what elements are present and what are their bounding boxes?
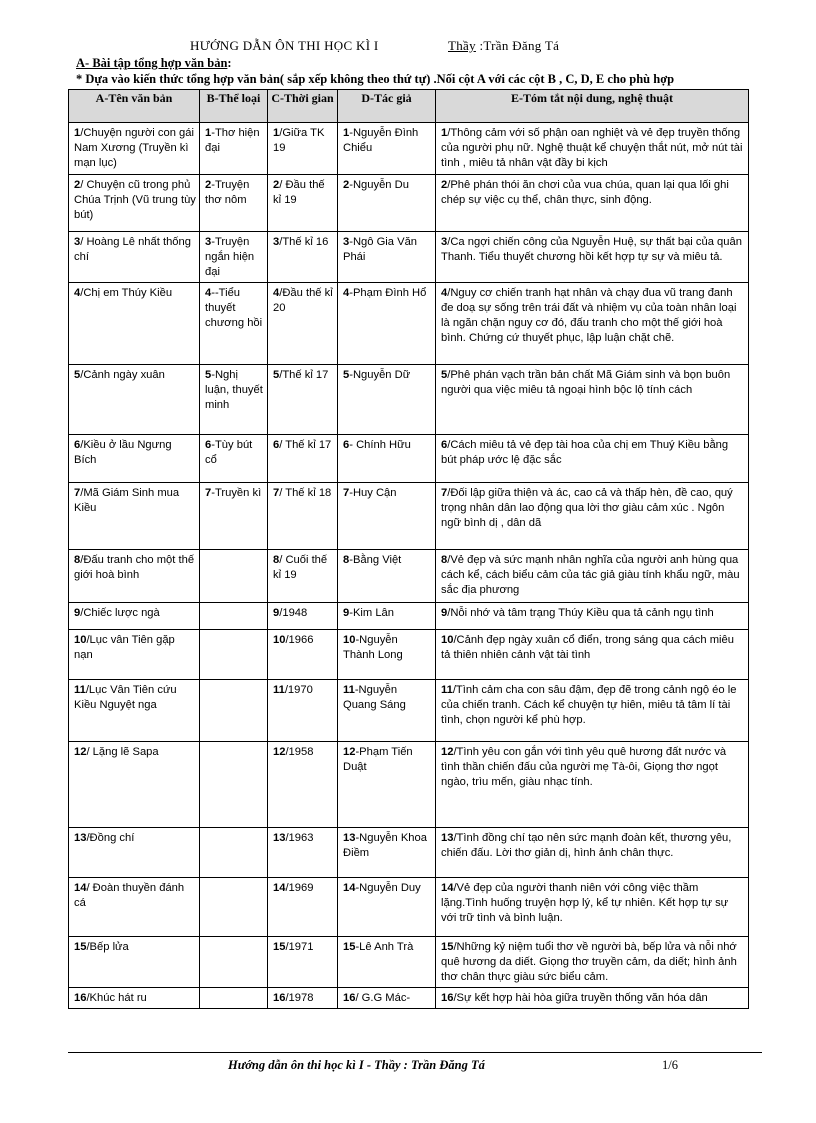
- cell-text: -Bằng Việt: [349, 554, 402, 566]
- cell-b: [200, 550, 268, 603]
- cell-text: -Nguyễn Khoa Điềm: [343, 832, 427, 859]
- cell-a: [69, 483, 200, 550]
- row-number: 3: [273, 236, 280, 248]
- cell-c: [268, 603, 338, 630]
- cell-e: [436, 550, 749, 603]
- row-number: 3: [74, 236, 81, 248]
- row-number: 1: [74, 127, 81, 139]
- cell-text: -Nguyễn Quang Sáng: [343, 684, 406, 711]
- row-number: 9: [343, 607, 350, 619]
- cell-d: [338, 937, 436, 988]
- row-number: 8: [441, 554, 448, 566]
- cell-text: -Truyện thơ nôm: [205, 179, 250, 206]
- cell-a: [69, 630, 200, 680]
- header-col-a: A-Tên văn bản: [69, 90, 200, 123]
- cell-text: /Khúc hát ru: [86, 992, 147, 1004]
- row-number: 3: [205, 236, 212, 248]
- cell-b: [200, 878, 268, 937]
- cell-e: [436, 232, 749, 283]
- title-text: HƯỚNG DẪN ÔN THI HỌC KÌ I: [190, 38, 379, 53]
- row-number: 9: [441, 607, 448, 619]
- row-number: 11: [441, 684, 453, 696]
- row-number: 6: [441, 439, 448, 451]
- row-number: 7: [441, 487, 448, 499]
- cell-text: -Kim Lân: [349, 607, 395, 619]
- cell-e: [436, 742, 749, 828]
- cell-text: /1958: [285, 746, 314, 758]
- cell-d: [338, 630, 436, 680]
- cell-b: [200, 175, 268, 232]
- cell-c: [268, 232, 338, 283]
- matching-table: [68, 89, 749, 1009]
- cell-text: /Nguy cơ chiến tranh hạt nhân và chạy đua vũ trang đanh đe doạ sự sống trên trái đất và nhiệm vụ của toàn nhân loại là ngăn chặn nguy cơ đó, đấu tranh cho một thế giới hoà bình. Chứng cứ thuyết phục, lập luận chặt chẽ.: [441, 287, 737, 344]
- cell-a: [69, 988, 200, 1009]
- cell-e: [436, 988, 749, 1009]
- cell-e: [436, 365, 749, 435]
- cell-text: /Cách miêu tả vẻ đẹp tài hoa của chị em Thuý Kiều bằng bút pháp ước lệ đặc sắc: [441, 439, 729, 466]
- cell-b: [200, 283, 268, 365]
- cell-a: [69, 878, 200, 937]
- row-number: 14: [441, 882, 454, 894]
- row-number: 5: [343, 369, 350, 381]
- cell-c: [268, 742, 338, 828]
- footer-divider: [68, 1052, 762, 1053]
- cell-b: [200, 680, 268, 742]
- teacher-label: Thầy: [448, 38, 476, 53]
- cell-b: [200, 988, 268, 1009]
- cell-text: /Những kỷ niệm tuổi thơ về người bà, bếp lửa và nỗi nhớ quê hương da diết. Giọng thơ truyền cảm, da diết; hình ảnh thơ chân thực giàu sức biểu cảm.: [441, 941, 737, 983]
- cell-c: [268, 878, 338, 937]
- table-row: [69, 988, 749, 1009]
- row-number: 7: [343, 487, 350, 499]
- cell-a: [69, 937, 200, 988]
- cell-b: [200, 630, 268, 680]
- row-number: 10: [343, 634, 356, 646]
- cell-a: [69, 742, 200, 828]
- row-number: 15: [74, 941, 87, 953]
- table-row: [69, 175, 749, 232]
- cell-c: [268, 988, 338, 1009]
- cell-text: /Nỗi nhớ và tâm trạng Thúy Kiều qua tả cảnh ngụ tình: [447, 607, 714, 619]
- header-col-b: B-Thể loại: [200, 90, 268, 123]
- cell-e: [436, 630, 749, 680]
- cell-text: -Huy Cận: [349, 487, 397, 499]
- cell-b: [200, 365, 268, 435]
- row-number: 6: [205, 439, 212, 451]
- cell-text: -Truyện ngắn hiện đại: [205, 236, 255, 278]
- cell-a: [69, 603, 200, 630]
- cell-text: -Nguyễn Thành Long: [343, 634, 403, 661]
- cell-text: / Đoàn thuyền đánh cá: [74, 882, 185, 909]
- cell-text: -Nguyễn Dữ: [349, 369, 411, 381]
- cell-b: [200, 435, 268, 483]
- cell-d: [338, 365, 436, 435]
- cell-text: /Bếp lửa: [86, 941, 129, 953]
- cell-e: [436, 483, 749, 550]
- cell-text: -Phạm Đình Hổ: [349, 287, 427, 299]
- cell-text: /1948: [279, 607, 308, 619]
- cell-text: / Cuối thế kỉ 19: [273, 554, 328, 581]
- row-number: 2: [273, 179, 280, 191]
- row-number: 15: [273, 941, 286, 953]
- row-number: 5: [205, 369, 212, 381]
- cell-text: / G.G Mác-: [355, 992, 411, 1004]
- header-col-d: D-Tác giả: [338, 90, 436, 123]
- row-number: 13: [441, 832, 454, 844]
- section-heading: [76, 56, 232, 71]
- row-number: 12: [343, 746, 356, 758]
- table-header-row: [69, 90, 749, 123]
- table-row: [69, 550, 749, 603]
- teacher-name: :Trần Đăng Tá: [475, 38, 560, 53]
- row-number: 11: [343, 684, 355, 696]
- row-number: 6: [74, 439, 81, 451]
- cell-text: /1971: [285, 941, 314, 953]
- table-row: [69, 483, 749, 550]
- cell-text: -Nghị luận, thuyết minh: [205, 369, 263, 411]
- cell-text: -Ngô Gia Văn Phái: [343, 236, 418, 263]
- table-row: [69, 435, 749, 483]
- row-number: 10: [74, 634, 87, 646]
- cell-text: -Tùy bút cổ: [205, 439, 253, 466]
- cell-c: [268, 937, 338, 988]
- cell-d: [338, 680, 436, 742]
- row-number: 16: [343, 992, 356, 1004]
- cell-text: / Thế kỉ 17: [279, 439, 332, 451]
- row-number: 4: [74, 287, 81, 299]
- cell-a: [69, 550, 200, 603]
- row-number: 4: [273, 287, 280, 299]
- cell-d: [338, 742, 436, 828]
- cell-e: [436, 123, 749, 175]
- cell-d: [338, 283, 436, 365]
- cell-c: [268, 630, 338, 680]
- cell-e: [436, 175, 749, 232]
- cell-text: /Thế kỉ 17: [279, 369, 329, 381]
- cell-b: [200, 742, 268, 828]
- cell-a: [69, 680, 200, 742]
- row-number: 7: [273, 487, 280, 499]
- table-row: [69, 123, 749, 175]
- row-number: 7: [205, 487, 212, 499]
- page-number: 1/6: [662, 1058, 678, 1072]
- row-number: 2: [205, 179, 212, 191]
- cell-text: /Kiều ở lầu Ngưng Bích: [74, 439, 172, 466]
- table-row: [69, 283, 749, 365]
- row-number: 9: [273, 607, 280, 619]
- instruction-text: * Dựa vào kiến thức tổng hợp văn bản( sắp xếp không theo thứ tự) .Nối cột A với các cột B , C, D, E cho phù hợp: [76, 72, 675, 86]
- section-suffix: :: [227, 56, 232, 70]
- row-number: 11: [273, 684, 285, 696]
- cell-b: [200, 937, 268, 988]
- cell-b: [200, 123, 268, 175]
- cell-text: /Đầu thế kỉ 20: [273, 287, 333, 314]
- cell-d: [338, 435, 436, 483]
- cell-d: [338, 123, 436, 175]
- cell-text: - Chính Hữu: [349, 439, 411, 451]
- cell-d: [338, 603, 436, 630]
- cell-text: /Cảnh đẹp ngày xuân cổ điển, trong sáng qua cách miêu tả thiên nhiên cảnh vật tài tình: [441, 634, 734, 661]
- cell-a: [69, 175, 200, 232]
- row-number: 2: [441, 179, 448, 191]
- cell-text: -Truyền kì: [211, 487, 262, 499]
- table-row: [69, 828, 749, 878]
- cell-d: [338, 988, 436, 1009]
- cell-d: [338, 232, 436, 283]
- row-number: 9: [74, 607, 81, 619]
- row-number: 16: [74, 992, 87, 1004]
- row-number: 1: [343, 127, 350, 139]
- cell-e: [436, 283, 749, 365]
- table-row: [69, 742, 749, 828]
- row-number: 6: [343, 439, 350, 451]
- cell-c: [268, 435, 338, 483]
- cell-text: /1978: [285, 992, 314, 1004]
- row-number: 1: [205, 127, 212, 139]
- row-number: 4: [441, 287, 448, 299]
- row-number: 4: [343, 287, 350, 299]
- cell-text: /Đấu tranh cho một thế giới hoà bình: [74, 554, 195, 581]
- cell-text: / Thế kỉ 18: [279, 487, 332, 499]
- cell-a: [69, 828, 200, 878]
- row-number: 12: [74, 746, 87, 758]
- row-number: 16: [441, 992, 454, 1004]
- cell-b: [200, 232, 268, 283]
- row-number: 5: [74, 369, 81, 381]
- cell-c: [268, 680, 338, 742]
- row-number: 2: [74, 179, 81, 191]
- row-number: 2: [343, 179, 350, 191]
- row-number: 13: [343, 832, 356, 844]
- header-col-c: C-Thời gian: [268, 90, 338, 123]
- cell-text: -Nguyễn Đình Chiểu: [343, 127, 419, 154]
- cell-text: /Phê phán vạch trần bản chất Mã Giám sinh và bọn buôn người qua việc miêu tả ngoại hình bộc lộ tính cách: [441, 369, 731, 396]
- section-label: A- Bài tập tổng hợp văn bản: [76, 56, 228, 70]
- cell-text: /Thông cảm với số phận oan nghiệt và vẻ đẹp truyền thống của người phụ nữ. Nghệ thuật kể chuyện thắt nút, mở nút tài tình , miêu tả nhân vật đầy bi kịch: [441, 127, 743, 169]
- cell-a: [69, 435, 200, 483]
- cell-c: [268, 828, 338, 878]
- table-row: [69, 937, 749, 988]
- row-number: 3: [343, 236, 350, 248]
- cell-text: /Chị em Thúy Kiều: [80, 287, 173, 299]
- cell-text: /Đối lập giữa thiện và ác, cao cả và thấp hèn, đề cao, quý trọng nhân dân lao động qua lời thơ giàu cảm xúc . Ngôn ngữ bình dị , dân dã: [441, 487, 733, 529]
- row-number: 14: [273, 882, 286, 894]
- row-number: 7: [74, 487, 81, 499]
- cell-d: [338, 483, 436, 550]
- cell-text: /Tình yêu con gắn với tình yêu quê hương đất nước và tình thần chiến đấu của người mẹ Tà-ôi, Giọng thơ ngọt ngào, trìu mến, giàu nhạc tính.: [441, 746, 727, 788]
- cell-text: /Tình cảm cha con sâu đậm, đẹp đẽ trong cảnh ngộ éo le của chiến tranh. Cách kể chuyện tự hiên, miêu tả tâm lí tài tình, chọn người kể phù hợp.: [441, 684, 737, 726]
- cell-text: /Giữa TK 19: [273, 127, 325, 154]
- cell-a: [69, 232, 200, 283]
- cell-c: [268, 550, 338, 603]
- row-number: 14: [343, 882, 356, 894]
- cell-d: [338, 175, 436, 232]
- cell-text: /Vẻ đẹp của người thanh niên với công việc thầm lặng.Tình huống truyện hợp lý, kể tự nhiên. Kết hợp tự sự với trữ tình và bình luận.: [441, 882, 729, 924]
- cell-b: [200, 828, 268, 878]
- row-number: 3: [441, 236, 448, 248]
- row-number: 1: [273, 127, 280, 139]
- cell-text: / Chuyện cũ trong phủ Chúa Trịnh (Vũ trung tùy bút): [74, 179, 196, 221]
- row-number: 12: [441, 746, 454, 758]
- cell-c: [268, 283, 338, 365]
- cell-a: [69, 123, 200, 175]
- table-row: [69, 232, 749, 283]
- row-number: 12: [273, 746, 286, 758]
- cell-c: [268, 123, 338, 175]
- row-number: 1: [441, 127, 448, 139]
- cell-text: /1966: [285, 634, 314, 646]
- table-row: [69, 365, 749, 435]
- cell-text: -Nguyễn Duy: [355, 882, 421, 894]
- cell-a: [69, 283, 200, 365]
- cell-text: /Vẻ đẹp và sức mạnh nhân nghĩa của người anh hùng qua cách kể, cách biểu cảm của tác giả giàu tính khẩu ngữ, màu sắc địa phương: [441, 554, 740, 596]
- table-row: [69, 603, 749, 630]
- footer-text: Hướng dẫn ôn thi học kì I - Thầy : Trần Đăng Tá: [228, 1058, 485, 1072]
- row-number: 13: [273, 832, 286, 844]
- row-number: 8: [273, 554, 280, 566]
- table-row: [69, 878, 749, 937]
- cell-text: /1969: [285, 882, 314, 894]
- cell-text: /Lục Vân Tiên cứu Kiều Nguyệt nga: [74, 684, 177, 711]
- cell-e: [436, 435, 749, 483]
- cell-text: /1970: [284, 684, 313, 696]
- cell-text: --Tiểu thuyết chương hồi: [205, 287, 263, 329]
- row-number: 11: [74, 684, 86, 696]
- table-row: [69, 630, 749, 680]
- document-title: [190, 38, 560, 54]
- cell-text: /Đồng chí: [86, 832, 135, 844]
- cell-e: [436, 937, 749, 988]
- cell-text: /Sự kết hợp hài hòa giữa truyền thống văn hóa dân: [453, 992, 708, 1004]
- cell-text: -Lê Anh Trà: [355, 941, 414, 953]
- cell-d: [338, 828, 436, 878]
- row-number: 5: [273, 369, 280, 381]
- row-number: 15: [441, 941, 454, 953]
- cell-d: [338, 878, 436, 937]
- cell-text: /Cảnh ngày xuân: [80, 369, 165, 381]
- row-number: 4: [205, 287, 212, 299]
- cell-text: / Lặng lẽ Sapa: [86, 746, 159, 758]
- cell-b: [200, 483, 268, 550]
- cell-text: /Ca ngợi chiến công của Nguyễn Huệ, sự thất bại của quân Thanh. Tiểu thuyết chương hồi kết hợp tự sự và miêu tả.: [441, 236, 742, 263]
- row-number: 10: [273, 634, 286, 646]
- row-number: 8: [343, 554, 350, 566]
- cell-text: /Chuyện người con gái Nam Xương (Truyền kì mạn lục): [74, 127, 194, 169]
- cell-text: / Đầu thế kỉ 19: [273, 179, 325, 206]
- cell-e: [436, 603, 749, 630]
- cell-text: /Tình đồng chí tạo nên sức mạnh đoàn kết, thương yêu, chiến đấu. Lời thơ giản dị, hình ảnh chân thực.: [441, 832, 732, 859]
- row-number: 14: [74, 882, 87, 894]
- cell-text: -Nguyễn Du: [349, 179, 409, 191]
- cell-b: [200, 603, 268, 630]
- cell-c: [268, 365, 338, 435]
- row-number: 13: [74, 832, 87, 844]
- cell-text: /1963: [285, 832, 314, 844]
- cell-text: /Chiếc lược ngà: [80, 607, 160, 619]
- cell-d: [338, 550, 436, 603]
- cell-text: / Hoàng Lê nhất thống chí: [74, 236, 191, 263]
- header-col-e: E-Tóm tắt nội dung, nghệ thuật: [436, 90, 749, 123]
- cell-e: [436, 828, 749, 878]
- cell-c: [268, 175, 338, 232]
- cell-e: [436, 878, 749, 937]
- cell-text: /Thế kỉ 16: [279, 236, 329, 248]
- cell-a: [69, 365, 200, 435]
- cell-text: -Phạm Tiến Duật: [343, 746, 413, 773]
- row-number: 10: [441, 634, 454, 646]
- cell-e: [436, 680, 749, 742]
- table-row: [69, 680, 749, 742]
- row-number: 8: [74, 554, 81, 566]
- row-number: 6: [273, 439, 280, 451]
- row-number: 16: [273, 992, 286, 1004]
- cell-text: /Mã Giám Sinh mua Kiều: [74, 487, 180, 514]
- cell-text: /Phê phán thói ăn chơi của vua chúa, quan lại qua lối ghi chép sự việc cụ thể, chân thực, sinh động.: [441, 179, 729, 206]
- cell-text: /Lục vân Tiên gặp nạn: [74, 634, 175, 661]
- cell-c: [268, 483, 338, 550]
- row-number: 15: [343, 941, 356, 953]
- row-number: 5: [441, 369, 448, 381]
- cell-text: -Thơ hiện đại: [205, 127, 260, 154]
- teacher-line: [448, 38, 559, 54]
